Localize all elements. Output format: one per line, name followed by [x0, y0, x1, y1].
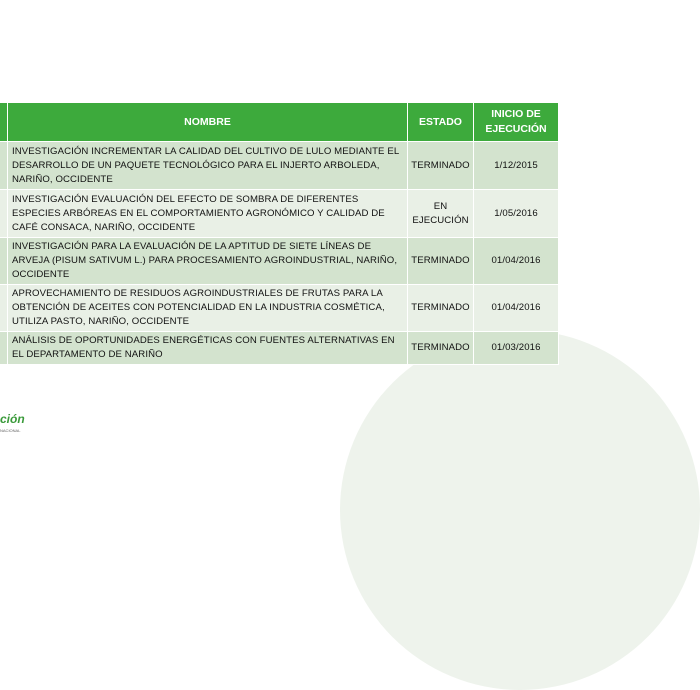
organization-logo [0, 412, 40, 438]
cell-estado: TERMINADO [408, 238, 474, 285]
logo-subtext: NACIONAL [0, 428, 21, 433]
cell-estado: TERMINADO [408, 332, 474, 365]
table-row [0, 285, 559, 332]
row-index-cell [0, 142, 8, 190]
cell-inicio: 1/05/2016 [474, 190, 559, 238]
projects-table-container [0, 102, 558, 365]
column-header-index [0, 103, 8, 142]
table-row [0, 332, 559, 365]
column-header-estado: ESTADO [408, 103, 474, 142]
column-header-nombre: NOMBRE [8, 103, 408, 142]
row-index-cell [0, 190, 8, 238]
row-index-cell [0, 332, 8, 365]
cell-inicio: 01/03/2016 [474, 332, 559, 365]
cell-inicio: 01/04/2016 [474, 238, 559, 285]
cell-inicio: 01/04/2016 [474, 285, 559, 332]
cell-nombre: INVESTIGACIÓN INCREMENTAR LA CALIDAD DEL CULTIVO DE LULO MEDIANTE EL DESARROLLO DE UN PAQUETE TECNOLÓGICO PARA EL INJERTO ARBOLEDA, NARIÑO, OCCIDENTE [8, 142, 408, 190]
cell-nombre: APROVECHAMIENTO DE RESIDUOS AGROINDUSTRIALES DE FRUTAS PARA LA OBTENCIÓN DE ACEITES CON POTENCIALIDAD EN LA INDUSTRIA COSMÉTICA, UTILIZA PASTO, NARIÑO, OCCIDENTE [8, 285, 408, 332]
cell-nombre: ANÁLISIS DE OPORTUNIDADES ENERGÉTICAS CON FUENTES ALTERNATIVAS EN EL DEPARTAMENTO DE NARIÑO [8, 332, 408, 365]
cell-inicio: 1/12/2015 [474, 142, 559, 190]
background-decoration [340, 330, 700, 690]
row-index-cell [0, 285, 8, 332]
table-header-row [0, 103, 559, 142]
cell-estado: TERMINADO [408, 142, 474, 190]
cell-nombre: INVESTIGACIÓN PARA LA EVALUACIÓN DE LA APTITUD DE SIETE LÍNEAS DE ARVEJA (PISUM SATIVUM L.) PARA PROCESAMIENTO AGROINDUSTRIAL, NARIÑO, OCCIDENTE [8, 238, 408, 285]
projects-table [0, 102, 559, 365]
cell-estado: TERMINADO [408, 285, 474, 332]
cell-nombre: INVESTIGACIÓN EVALUACIÓN DEL EFECTO DE SOMBRA DE DIFERENTES ESPECIES ARBÓREAS EN EL COMPORTAMIENTO AGRONÓMICO Y CALIDAD DE CAFÉ CONSACA, NARIÑO, OCCIDENTE [8, 190, 408, 238]
logo-text: ción [0, 412, 25, 426]
row-index-cell [0, 238, 8, 285]
table-row [0, 238, 559, 285]
table-row [0, 190, 559, 238]
cell-estado: EN EJECUCIÓN [408, 190, 474, 238]
table-row [0, 142, 559, 190]
column-header-inicio: INICIO DE EJECUCIÓN [474, 103, 559, 142]
